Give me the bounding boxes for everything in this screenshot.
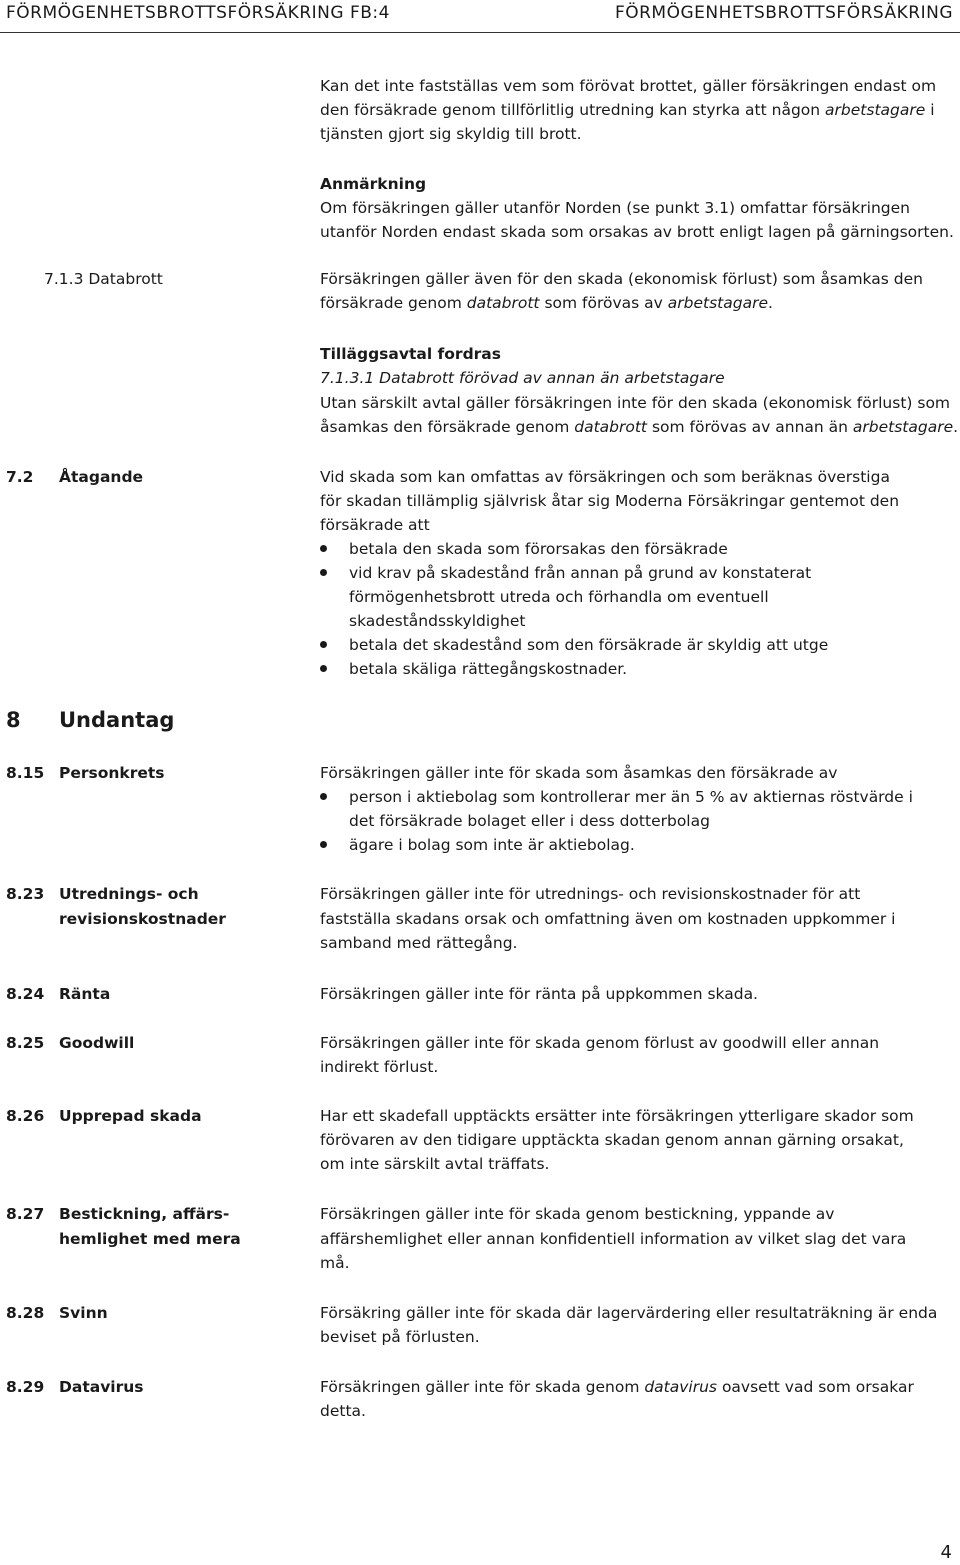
section-8-26-number: 8.26: [6, 1107, 45, 1125]
section-8-28-title: Svinn: [59, 1304, 108, 1322]
section-8-27-number: 8.27: [6, 1205, 45, 1223]
section-7-1-3-line-2: försäkrade genom databrott som förövas av arbetstagare.: [320, 294, 773, 312]
section-8-29-title: Datavirus: [59, 1378, 144, 1396]
section-8-29-number: 8.29: [6, 1378, 45, 1396]
section-8-number: 8: [6, 708, 21, 732]
section-8-26-line-1: Har ett skadefall upptäckts ersätter inte försäkringen ytterligare skador som: [320, 1107, 914, 1125]
bullet-icon: [320, 793, 327, 800]
section-8-23-title-line-2: revisionskostnader: [59, 910, 226, 928]
section-8-24-line-1: Försäkringen gäller inte för ränta på uppkommen skada.: [320, 985, 758, 1003]
section-7-2-bullet-1: betala den skada som förorsakas den försäkrade: [349, 540, 728, 558]
section-8-23-title-line-1: Utrednings- och: [59, 885, 199, 903]
section-8-15-line-1: Försäkringen gäller inte för skada som åsamkas den försäkrade av: [320, 764, 838, 782]
section-7-1-3-line-1: Försäkringen gäller även för den skada (ekonomisk förlust) som åsamkas den: [320, 270, 923, 288]
addon-line-2: åsamkas den försäkrade genom databrott som förövas av annan än arbetstagare.: [320, 418, 959, 436]
section-8-28-line-1: Försäkring gäller inte för skada där lagervärdering eller resultaträkning är enda: [320, 1304, 938, 1322]
intro-line-2: den försäkrade genom tillförlitlig utredning kan styrka att någon arbetstagare i: [320, 101, 935, 119]
section-8-27-line-2: affärshemlighet eller annan konfidentiell information av vilket slag det vara: [320, 1230, 907, 1248]
section-7-2-bullet-2-line-3: skadeståndsskyldighet: [349, 612, 526, 630]
running-header-left: FÖRMÖGENHETSBROTTSFÖRSÄKRING FB:4: [6, 3, 390, 23]
note-line-1: Om försäkringen gäller utanför Norden (se punkt 3.1) omfattar försäkringen: [320, 199, 910, 217]
section-8-26-line-3: om inte särskilt avtal träffats.: [320, 1155, 550, 1173]
section-7-2-title: Åtagande: [59, 468, 144, 486]
section-7-2-bullet-2-line-2: förmögenhetsbrott utreda och förhandla om eventuell: [349, 588, 769, 606]
section-8-25-title: Goodwill: [59, 1034, 135, 1052]
section-8-15-number: 8.15: [6, 764, 45, 782]
section-7-2-bullet-2-line-1: vid krav på skadestånd från annan på grund av konstaterat: [349, 564, 812, 582]
addon-title: Tilläggsavtal fordras: [320, 345, 501, 363]
section-8-23-line-2: fastställa skadans orsak och omfattning även om kostnaden uppkommer i: [320, 910, 896, 928]
section-8-29-line-1: Försäkringen gäller inte för skada genom datavirus oavsett vad som orsakar: [320, 1378, 914, 1396]
section-8-28-number: 8.28: [6, 1304, 45, 1322]
bullet-icon: [320, 641, 327, 648]
section-7-2-line-1: Vid skada som kan omfattas av försäkringen och som beräknas överstiga: [320, 468, 890, 486]
section-7-2-bullet-4: betala skäliga rättegångskostnader.: [349, 660, 628, 678]
section-7-2-line-2: för skadan tillämplig självrisk åtar sig Moderna Försäkringar gentemot den: [320, 492, 900, 510]
section-8-27-title-line-2: hemlighet med mera: [59, 1230, 241, 1248]
section-8-15-bullet-2: ägare i bolag som inte är aktiebolag.: [349, 836, 635, 854]
section-8-27-line-1: Försäkringen gäller inte för skada genom bestickning, yppande av: [320, 1205, 835, 1223]
section-8-25-line-1: Försäkringen gäller inte för skada genom förlust av goodwill eller annan: [320, 1034, 880, 1052]
section-8-23-line-1: Försäkringen gäller inte för utrednings- och revisionskostnader för att: [320, 885, 861, 903]
header-divider: [0, 32, 960, 33]
section-8-25-line-2: indirekt förlust.: [320, 1058, 439, 1076]
section-8-25-number: 8.25: [6, 1034, 45, 1052]
note-title: Anmärkning: [320, 175, 427, 193]
section-7-2-bullet-3: betala det skadestånd som den försäkrade är skyldig att utge: [349, 636, 829, 654]
section-7-2-line-3: försäkrade att: [320, 516, 430, 534]
bullet-icon: [320, 569, 327, 576]
addon-line-1: Utan särskilt avtal gäller försäkringen inte för den skada (ekonomisk förlust) som: [320, 394, 951, 412]
term-arbetstagare: arbetstagare: [825, 101, 926, 119]
section-8-26-title: Upprepad skada: [59, 1107, 202, 1125]
bullet-icon: [320, 545, 327, 552]
section-8-24-number: 8.24: [6, 985, 45, 1003]
page-number: 4: [940, 1542, 952, 1563]
addon-subtitle: 7.1.3.1 Databrott förövad av annan än arbetstagare: [320, 369, 725, 387]
section-8-29-line-2: detta.: [320, 1402, 366, 1420]
section-8-23-number: 8.23: [6, 885, 45, 903]
section-8-28-line-2: beviset på förlusten.: [320, 1328, 480, 1346]
section-7-1-3-label: 7.1.3 Databrott: [44, 270, 163, 288]
bullet-icon: [320, 841, 327, 848]
section-8-15-bullet-1-line-2: det försäkrade bolaget eller i dess dotterbolag: [349, 812, 710, 830]
section-8-24-title: Ränta: [59, 985, 111, 1003]
intro-line-3: tjänsten gjort sig skyldig till brott.: [320, 125, 582, 143]
section-8-title: Undantag: [59, 708, 175, 732]
section-8-27-line-3: må.: [320, 1254, 350, 1272]
section-8-15-bullet-1-line-1: person i aktiebolag som kontrollerar mer än 5 % av aktiernas röstvärde i: [349, 788, 913, 806]
bullet-icon: [320, 665, 327, 672]
section-8-27-title-line-1: Bestickning, affärs-: [59, 1205, 230, 1223]
note-line-2: utanför Norden endast skada som orsakas av brott enligt lagen på gärningsorten.: [320, 223, 954, 241]
section-8-26-line-2: förövaren av den tidigare upptäckta skadan genom annan gärning orsakat,: [320, 1131, 904, 1149]
section-7-2-number: 7.2: [6, 468, 34, 486]
section-8-15-title: Personkrets: [59, 764, 165, 782]
intro-line-1: Kan det inte fastställas vem som förövat brottet, gäller försäkringen endast om: [320, 77, 937, 95]
section-8-23-line-3: samband med rättegång.: [320, 934, 518, 952]
running-header-right: FÖRMÖGENHETSBROTTSFÖRSÄKRING: [614, 3, 953, 23]
